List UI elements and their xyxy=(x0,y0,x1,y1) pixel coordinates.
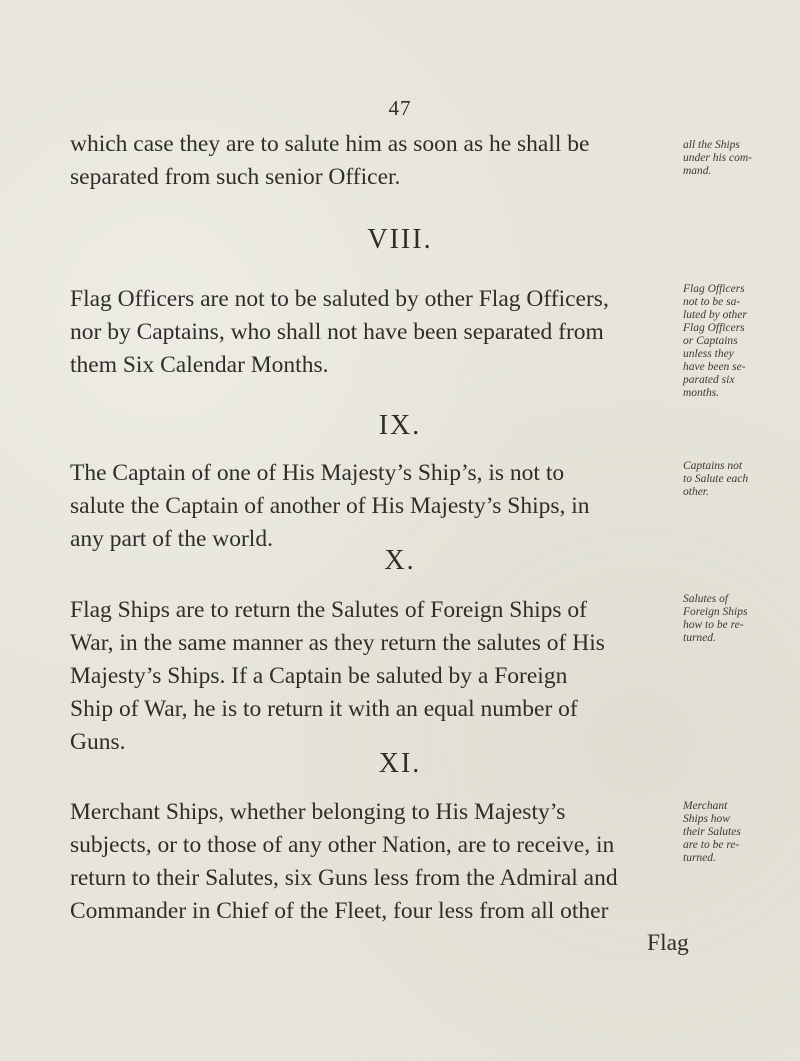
section-ix-margin-note xyxy=(683,460,800,499)
note-line: Foreign Ships xyxy=(683,606,748,618)
text-line: any part of the world. xyxy=(70,526,273,552)
text-line: The Captain of one of His Majesty’s Ship’s, is not to xyxy=(70,460,565,486)
text-line: Majesty’s Ships. If a Captain be saluted by a Foreign xyxy=(70,663,568,689)
note-line: months. xyxy=(683,387,720,399)
note-line: luted by other xyxy=(683,309,747,321)
catchword: Flag xyxy=(647,930,689,956)
section-xi-heading: XI. xyxy=(378,748,422,779)
section-x-heading: X. xyxy=(384,545,416,576)
intro-margin-note xyxy=(683,139,800,178)
note-line: to Salute each xyxy=(683,473,749,485)
note-line: all the Ships xyxy=(683,139,740,151)
text-line: Flag Officers are not to be saluted by other Flag Officers, xyxy=(70,286,609,312)
section-x-paragraph xyxy=(70,594,710,759)
note-line: other. xyxy=(683,486,709,498)
note-line: how to be re- xyxy=(683,619,744,631)
note-line: Flag Officers xyxy=(683,283,745,295)
text-line: Flag Ships are to return the Salutes of Foreign Ships of xyxy=(70,597,587,623)
page-number: 47 xyxy=(388,96,412,120)
section-ix-paragraph xyxy=(70,457,710,556)
note-line: parated six xyxy=(683,374,735,386)
section-ix-heading: IX. xyxy=(378,410,422,441)
text-line: subjects, or to those of any other Nation, are to receive, in xyxy=(70,832,615,858)
note-line: Merchant xyxy=(683,800,728,812)
text-line: salute the Captain of another of His Majesty’s Ships, in xyxy=(70,493,590,519)
note-line: have been se- xyxy=(683,361,746,373)
note-line: not to be sa- xyxy=(683,296,741,308)
note-line: turned. xyxy=(683,632,716,644)
text-line: nor by Captains, who shall not have been separated from xyxy=(70,319,604,345)
section-viii-paragraph xyxy=(70,283,710,382)
note-line: mand. xyxy=(683,165,712,177)
text-line: Commander in Chief of the Fleet, four less from all other xyxy=(70,898,609,924)
section-xi-margin-note xyxy=(683,800,800,865)
section-xi-paragraph xyxy=(70,796,710,928)
note-line: Flag Officers xyxy=(683,322,745,334)
text-line: Guns. xyxy=(70,729,126,755)
text-line: which case they are to salute him as soon as he shall be xyxy=(70,131,590,157)
section-viii-margin-note xyxy=(683,283,800,400)
text-line: separated from such senior Officer. xyxy=(70,164,401,190)
note-line: turned. xyxy=(683,852,716,864)
text-line: Ship of War, he is to return it with an equal number of xyxy=(70,696,578,722)
section-viii-heading: VIII. xyxy=(367,224,433,255)
note-line: Captains not xyxy=(683,460,743,472)
note-line: or Captains xyxy=(683,335,738,347)
note-line: Ships how xyxy=(683,813,730,825)
note-line: are to be re- xyxy=(683,839,740,851)
note-line: unless they xyxy=(683,348,734,360)
note-line: Salutes of xyxy=(683,593,729,605)
note-line: their Salutes xyxy=(683,826,741,838)
text-line: return to their Salutes, six Guns less from the Admiral and xyxy=(70,865,618,891)
note-line: under his com- xyxy=(683,152,752,164)
text-line: Merchant Ships, whether belonging to His Majesty’s xyxy=(70,799,566,825)
text-line: them Six Calendar Months. xyxy=(70,352,329,378)
intro-paragraph xyxy=(70,128,710,194)
section-x-margin-note xyxy=(683,593,800,645)
text-line: War, in the same manner as they return the salutes of His xyxy=(70,630,605,656)
